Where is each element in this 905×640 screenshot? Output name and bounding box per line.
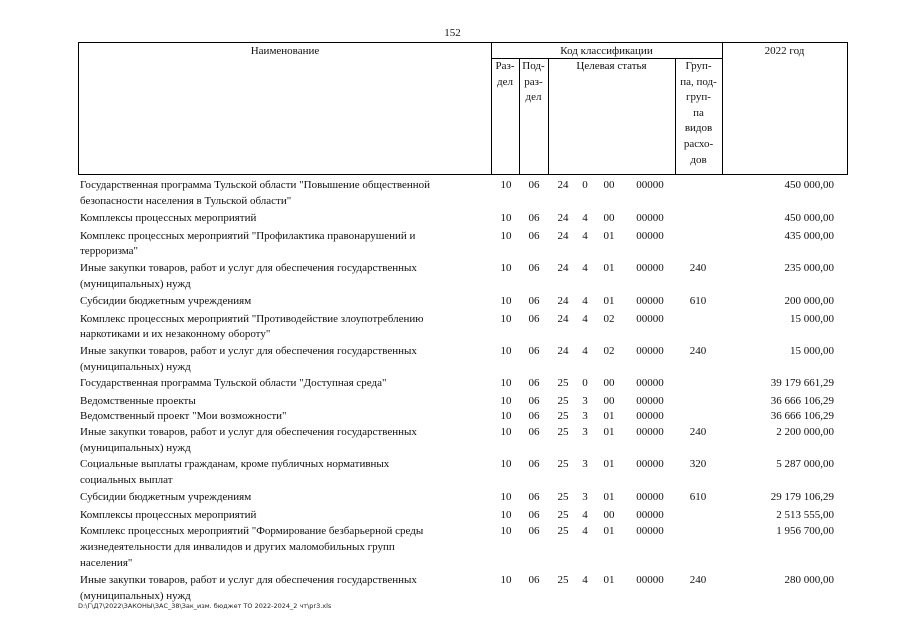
row-target-direction: 00000 [636, 525, 664, 538]
row-target-direction: 00000 [636, 491, 664, 504]
row-target-item: 02 [603, 312, 615, 325]
row-name-line: Государственная программа Тульской области "Повышение общественной [80, 179, 430, 191]
row-name-line: жизнедеятельности для инвалидов и других маломобильных групп [80, 541, 395, 554]
row-target-direction: 00000 [636, 312, 664, 325]
table-row [78, 261, 848, 292]
row-target-program: 25 [557, 410, 569, 423]
row-razdel: 10 [500, 261, 512, 274]
row-name [78, 409, 490, 425]
row-razdel: 10 [500, 410, 512, 423]
row-name [78, 294, 490, 310]
row-amount: 280 000,00 [784, 574, 834, 587]
row-amount: 200 000,00 [784, 295, 834, 308]
table-row [78, 376, 848, 392]
row-target-type: 0 [582, 377, 588, 390]
row-name [78, 508, 490, 524]
row-target-direction: 00000 [636, 179, 664, 191]
row-name-line: Иные закупки товаров, работ и услуг для обеспечения государственных [80, 261, 417, 274]
table-row [78, 457, 848, 488]
row-razdel: 10 [500, 344, 512, 357]
header-target: Целевая статья [576, 60, 647, 72]
row-name [78, 573, 490, 604]
row-amount: 1 956 700,00 [776, 525, 834, 538]
table-row [78, 508, 848, 524]
row-name-line: населения" [80, 556, 133, 569]
row-razdel: 10 [500, 295, 512, 308]
table-row [78, 524, 848, 571]
row-target-item: 01 [603, 410, 615, 423]
row-name-line: социальных выплат [80, 473, 173, 486]
row-name-line: Иные закупки товаров, работ и услуг для обеспечения государственных [80, 574, 417, 587]
table-row [78, 394, 848, 410]
header-name: Наименование [250, 45, 320, 57]
row-target-program: 25 [557, 377, 569, 390]
row-target-program: 24 [557, 295, 569, 308]
row-name [78, 178, 490, 209]
header-group: Груп- па, под- груп- па видов расхо- дов [680, 60, 717, 166]
row-name-line: Социальные выплаты гражданам, кроме публичных нормативных [80, 458, 390, 471]
row-target-type: 4 [582, 312, 588, 325]
row-target-program: 24 [557, 229, 569, 242]
row-target-program: 25 [557, 425, 569, 438]
row-target-type: 4 [582, 574, 588, 587]
row-amount: 235 000,00 [784, 261, 834, 274]
row-podrazdel: 06 [528, 212, 540, 225]
page-number: 152 [444, 27, 461, 39]
row-expense-group: 320 [689, 458, 707, 471]
row-target-item: 01 [603, 425, 615, 438]
row-amount: 15 000,00 [790, 344, 834, 357]
header-razdel: Раз- дел [495, 60, 515, 88]
row-podrazdel: 06 [528, 229, 540, 242]
row-name-line: Комплексы процессных мероприятий [80, 212, 257, 225]
row-razdel: 10 [500, 229, 512, 242]
row-amount: 15 000,00 [790, 312, 834, 325]
row-target-type: 4 [582, 229, 588, 242]
row-name [78, 229, 490, 260]
row-target-direction: 00000 [636, 212, 664, 225]
table-row [78, 312, 848, 343]
row-name-line: Комплексы процессных мероприятий [80, 508, 257, 521]
row-name-line: Ведомственный проект "Мои возможности" [80, 410, 287, 423]
row-target-item: 01 [603, 458, 615, 471]
row-amount: 36 666 106,29 [770, 410, 834, 423]
row-razdel: 10 [500, 525, 512, 538]
row-target-item: 00 [603, 212, 615, 225]
row-name-line: Комплекс процессных мероприятий "Формирование безбарьерной среды [80, 525, 424, 538]
row-target-item: 00 [603, 508, 615, 521]
row-expense-group: 610 [689, 295, 707, 308]
row-razdel: 10 [500, 377, 512, 390]
row-podrazdel: 06 [528, 295, 540, 308]
header-podrazdel: Под- раз- дел [522, 60, 545, 104]
row-name [78, 344, 490, 375]
row-target-type: 4 [582, 261, 588, 274]
row-target-program: 25 [557, 394, 569, 407]
row-podrazdel: 06 [528, 525, 540, 538]
row-target-item: 01 [603, 574, 615, 587]
row-amount: 450 000,00 [784, 179, 834, 191]
row-name-line: Комплекс процессных мероприятий "Противодействие злоупотреблению [80, 312, 424, 325]
row-podrazdel: 06 [528, 574, 540, 587]
row-name-line: (муниципальных) нужд [80, 277, 191, 290]
row-name-line: Ведомственные проекты [80, 394, 196, 407]
row-name [78, 211, 490, 227]
row-name-line: Иные закупки товаров, работ и услуг для обеспечения государственных [80, 344, 417, 357]
row-target-type: 0 [582, 179, 588, 191]
row-name [78, 490, 490, 506]
row-razdel: 10 [500, 179, 512, 191]
row-amount: 2 200 000,00 [776, 425, 834, 438]
row-target-program: 24 [557, 261, 569, 274]
row-podrazdel: 06 [528, 261, 540, 274]
row-razdel: 10 [500, 508, 512, 521]
row-target-direction: 00000 [636, 377, 664, 390]
row-name [78, 425, 490, 456]
row-target-item: 01 [603, 491, 615, 504]
row-target-direction: 00000 [636, 295, 664, 308]
row-razdel: 10 [500, 394, 512, 407]
row-target-program: 25 [557, 491, 569, 504]
row-name [78, 524, 490, 571]
row-podrazdel: 06 [528, 377, 540, 390]
row-target-program: 24 [557, 312, 569, 325]
row-razdel: 10 [500, 312, 512, 325]
table-row [78, 573, 848, 604]
row-podrazdel: 06 [528, 425, 540, 438]
row-name-line: терроризма" [80, 245, 139, 258]
row-name-line: (муниципальных) нужд [80, 589, 191, 602]
row-name-line: наркотиками и их незаконному обороту" [80, 328, 271, 341]
row-name [78, 376, 490, 392]
row-target-type: 3 [582, 458, 588, 471]
row-target-type: 4 [582, 295, 588, 308]
row-target-program: 24 [557, 179, 569, 191]
row-amount: 435 000,00 [784, 229, 834, 242]
row-razdel: 10 [500, 425, 512, 438]
row-target-item: 01 [603, 525, 615, 538]
row-target-item: 00 [603, 179, 615, 191]
row-name-line: Субсидии бюджетным учреждениям [80, 491, 252, 504]
row-target-direction: 00000 [636, 410, 664, 423]
row-expense-group: 240 [689, 344, 707, 357]
footer-file-path: D:\Г\Д7\2022\ЗАКОНЫ\ЗАС_38\Зак_изм. бюджет ТО 2022-2024_2 чт\pr3.xls [78, 602, 332, 610]
row-amount: 29 179 106,29 [770, 491, 834, 504]
row-target-type: 3 [582, 425, 588, 438]
row-target-program: 24 [557, 212, 569, 225]
row-target-direction: 00000 [636, 344, 664, 357]
row-razdel: 10 [500, 458, 512, 471]
row-expense-group: 240 [689, 574, 707, 587]
row-name [78, 261, 490, 292]
header-year: 2022 год [764, 45, 805, 57]
row-podrazdel: 06 [528, 179, 540, 191]
row-podrazdel: 06 [528, 491, 540, 504]
row-podrazdel: 06 [528, 344, 540, 357]
row-target-program: 25 [557, 525, 569, 538]
row-target-type: 4 [582, 212, 588, 225]
row-razdel: 10 [500, 212, 512, 225]
table-row [78, 425, 848, 456]
row-target-program: 25 [557, 458, 569, 471]
row-target-type: 3 [582, 491, 588, 504]
row-name-line: Государственная программа Тульской области "Доступная среда" [80, 377, 387, 390]
row-amount: 36 666 106,29 [770, 394, 834, 407]
row-razdel: 10 [500, 491, 512, 504]
row-podrazdel: 06 [528, 312, 540, 325]
row-amount: 5 287 000,00 [776, 458, 834, 471]
row-target-program: 24 [557, 344, 569, 357]
row-expense-group: 240 [689, 261, 707, 274]
row-target-type: 4 [582, 508, 588, 521]
table-body [78, 178, 848, 604]
table-row [78, 178, 848, 209]
row-name [78, 312, 490, 343]
row-target-direction: 00000 [636, 458, 664, 471]
row-podrazdel: 06 [528, 458, 540, 471]
table-row [78, 211, 848, 227]
row-target-direction: 00000 [636, 229, 664, 242]
row-amount: 2 513 555,00 [776, 508, 834, 521]
row-name-line: (муниципальных) нужд [80, 441, 191, 454]
row-target-item: 01 [603, 261, 615, 274]
row-target-item: 02 [603, 344, 615, 357]
row-name-line: Иные закупки товаров, работ и услуг для обеспечения государственных [80, 425, 417, 438]
row-target-type: 3 [582, 394, 588, 407]
row-podrazdel: 06 [528, 410, 540, 423]
row-name-line: (муниципальных) нужд [80, 360, 191, 373]
row-amount: 39 179 661,29 [770, 377, 834, 390]
row-target-item: 01 [603, 229, 615, 242]
row-target-direction: 00000 [636, 394, 664, 407]
header-code-group: Код классификации [560, 45, 653, 57]
row-target-item: 00 [603, 394, 615, 407]
table-row [78, 229, 848, 260]
row-name [78, 394, 490, 410]
row-expense-group: 240 [689, 425, 707, 438]
table-row [78, 344, 848, 375]
row-target-direction: 00000 [636, 574, 664, 587]
row-name-line: Субсидии бюджетным учреждениям [80, 295, 252, 308]
table-row [78, 409, 848, 425]
row-name-line: Комплекс процессных мероприятий "Профилактика правонарушений и [80, 229, 416, 242]
row-target-type: 4 [582, 525, 588, 538]
row-razdel: 10 [500, 574, 512, 587]
row-amount: 450 000,00 [784, 212, 834, 225]
row-target-direction: 00000 [636, 425, 664, 438]
row-target-type: 3 [582, 410, 588, 423]
row-expense-group: 610 [689, 491, 707, 504]
row-target-type: 4 [582, 344, 588, 357]
table-header [78, 42, 848, 175]
row-target-program: 25 [557, 574, 569, 587]
table-row [78, 294, 848, 310]
row-target-item: 00 [603, 377, 615, 390]
row-name-line: безопасности населения в Тульской области" [80, 194, 292, 207]
table-row [78, 490, 848, 506]
row-target-direction: 00000 [636, 261, 664, 274]
row-target-program: 25 [557, 508, 569, 521]
row-target-item: 01 [603, 295, 615, 308]
row-target-direction: 00000 [636, 508, 664, 521]
row-name [78, 457, 490, 488]
row-podrazdel: 06 [528, 508, 540, 521]
row-podrazdel: 06 [528, 394, 540, 407]
